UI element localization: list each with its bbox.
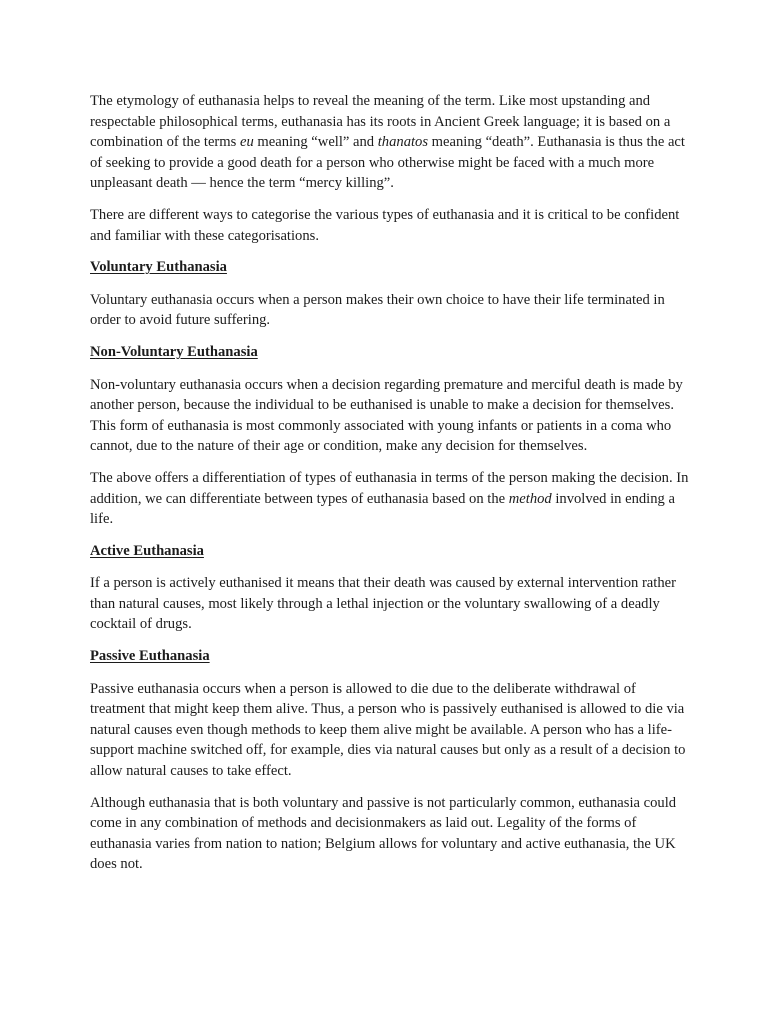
term-method: method — [508, 490, 552, 507]
categorisation-paragraph: There are different ways to categorise the various types of euthanasia and it is critical to be confident and familiar with these categorisations. — [90, 206, 680, 244]
passive-paragraph: Passive euthanasia occurs when a person is allowed to die due to the deliberate withdrawal of treatment that might keep them alive. Thus, a person who is passively euthanised is allowed to die via natural causes even though methods to keep them alive might be available. A person who has a life-support machine switched off, for example, dies via natural causes but only as a result of a decision to allow natural causes to take effect. — [90, 680, 686, 780]
method-text-b: involved in ending a life. — [90, 490, 675, 528]
intro-text-b: meaning “well” and — [253, 134, 378, 151]
intro-paragraph — [90, 91, 690, 194]
document-page — [90, 91, 690, 886]
voluntary-paragraph: Voluntary euthanasia occurs when a person makes their own choice to have their life terminated in order to avoid future suffering. — [90, 291, 665, 329]
term-eu: eu — [239, 134, 254, 151]
intro-text-a: The etymology of euthanasia helps to reveal the meaning of the term. Like most upstanding and respectable philosophical terms, euthanasia has its roots in Ancient Greek language; it is based on a combination of the terms — [90, 93, 671, 151]
method-text-a: The above offers a differentiation of types of euthanasia in terms of the person making the decision. In addition, we can differentiate between types of euthanasia based on the — [90, 469, 689, 507]
active-paragraph: If a person is actively euthanised it means that their death was caused by external intervention rather than natural causes, most likely through a lethal injection or the voluntary swallowing of a deadly cocktail of drugs. — [90, 575, 676, 633]
voluntary-heading: Voluntary Euthanasia — [90, 259, 227, 276]
conclusion-paragraph: Although euthanasia that is both voluntary and passive is not particularly common, euthanasia could come in any combination of methods and decisionmakers as laid out. Legality of the forms of euthanasia varies from nation to nation; Belgium allows for voluntary and active euthanasia, the UK does not. — [90, 794, 677, 873]
active-heading: Active Euthanasia — [90, 542, 204, 559]
non-voluntary-paragraph: Non-voluntary euthanasia occurs when a decision regarding premature and merciful death is made by another person, because the individual to be euthanised is unable to make a decision for themselves. This form of euthanasia is most commonly associated with young infants or patients in a coma who cannot, due to the nature of their age or condition, make any decision for themselves. — [90, 376, 683, 455]
non-voluntary-heading: Non-Voluntary Euthanasia — [90, 343, 258, 360]
passive-heading: Passive Euthanasia — [90, 648, 210, 665]
method-paragraph — [90, 468, 690, 530]
term-thanatos: thanatos — [377, 134, 429, 151]
intro-text-c: meaning “death”. Euthanasia is thus the act of seeking to provide a good death for a person who otherwise might be faced with a much more unpleasant death — hence the term “mercy killing”. — [90, 134, 685, 192]
